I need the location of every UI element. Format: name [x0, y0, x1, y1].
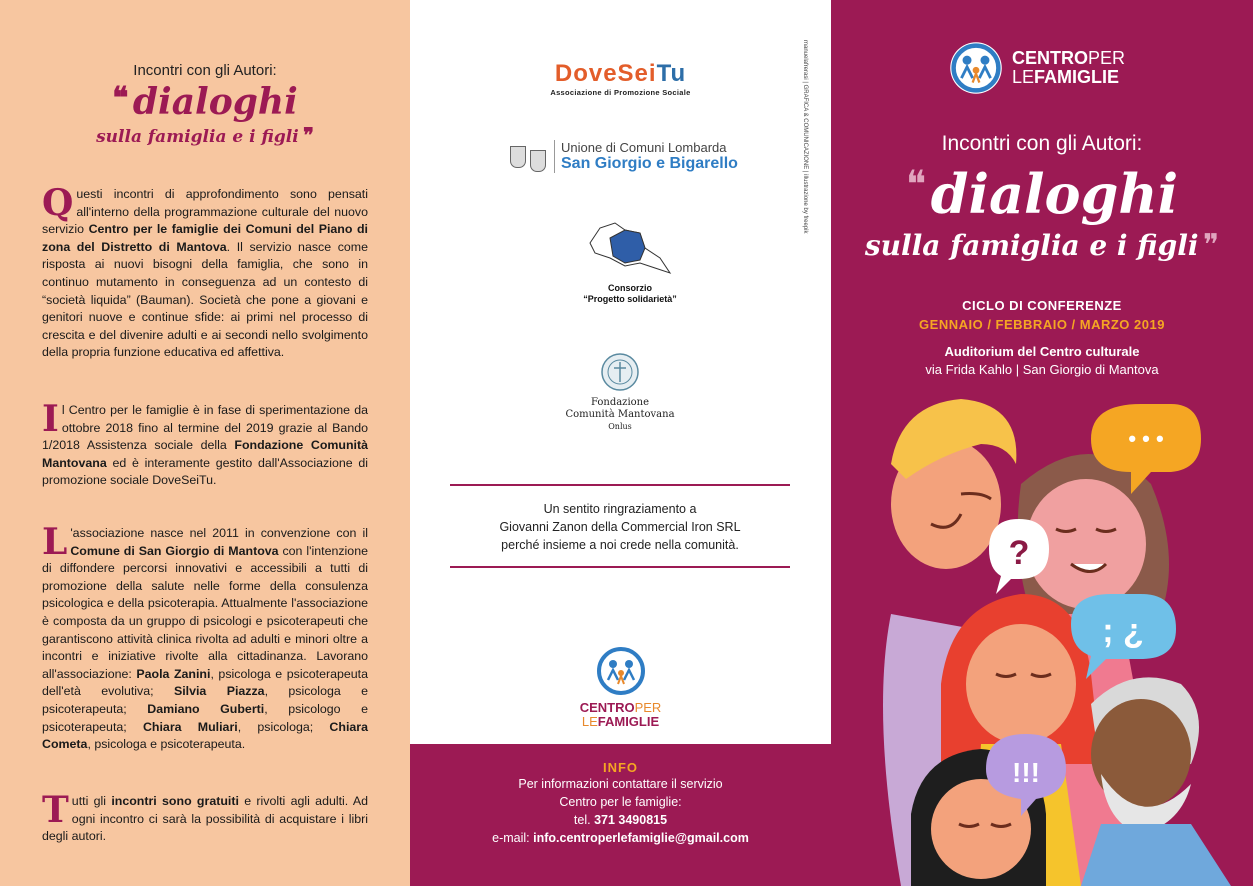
text: l Centro per le famiglie è in fase di sperimentazione da ottobre 2018 fino al termine del 2019 grazie al Bando 1/2018 Assistenza sociale della	[42, 403, 368, 453]
svg-text:; ¿: ; ¿	[1102, 612, 1144, 650]
left-subtitle: Incontri con gli Autori:	[133, 62, 277, 79]
info-line-1: Per informazioni contattare il servizio	[518, 777, 723, 791]
left-title-big: dialoghi	[132, 81, 298, 123]
family-icon	[948, 40, 1004, 96]
unione-line-1: Unione di Comuni Lombarda	[561, 140, 727, 155]
text: , psicologa e psicoterapeuta;	[42, 684, 368, 716]
left-title-small: sulla famiglia e i figli	[96, 127, 299, 147]
text: uesti incontri di approfondimento sono pensati all'interno della programmazione culturale del nuovo servizio	[42, 187, 368, 237]
logo-word-c: LE	[581, 714, 598, 729]
logo-word-a: CENTRO	[1012, 48, 1088, 68]
bold-text: Paola Zanini	[136, 666, 211, 681]
bold-text: Chiara Cometa	[42, 719, 368, 752]
fondazione-logo	[540, 352, 700, 433]
thanks-line-3: perché insieme a noi crede nella comunità.	[501, 538, 739, 552]
thanks-box	[450, 484, 790, 568]
fondazione-line-1: Fondazione	[590, 397, 650, 408]
svg-text:?: ?	[1008, 534, 1030, 572]
text: 'associazione nasce nel 2011 in convenzione con il	[70, 526, 368, 540]
email-link[interactable]: info.centroperlefamiglie@gmail.com	[533, 831, 749, 845]
close-quote-icon: ❞	[303, 123, 314, 147]
text: con l'intenzione di diffondere percorsi innovativi e accessibili a tutti di promozione della salute nelle forme della consulenza psicologica e della psicoterapia. Attualmente l'associazione è composta da un gruppo di psicologi e psicoterapeuti che garantiscono attività clinica rivolta ad adulti e minori oltre a incontri e iniziative rivolte alla cittadinanza. Lavorano all'associazione:	[42, 543, 368, 681]
bold-text: Damiano Guberti	[147, 701, 265, 716]
bold-text: incontri sono gratuiti	[111, 794, 239, 808]
venue-address: via Frida Kahlo | San Giorgio di Mantova	[925, 362, 1159, 377]
fondazione-line-2: Comunità Mantovana	[565, 409, 675, 420]
fondazione-line-3: Onlus	[608, 422, 632, 431]
logo-word-c: LE	[1012, 67, 1035, 87]
text: e rivolti agli adulti. Ad ogni incontro ci sarà la possibilità di acquistare i libri degli autori.	[42, 794, 369, 844]
right-title-big: dialoghi	[930, 162, 1179, 226]
bold-text: Comune di San Giorgio di Mantova	[70, 543, 279, 558]
family-icon	[596, 646, 646, 696]
unione-line-2: San Giorgio e Bigarello	[561, 155, 738, 172]
text: , psicologa e psicoterapeuta dell'età evolutiva;	[42, 666, 369, 699]
logo-word-b: PER	[1088, 48, 1126, 68]
bold-text: Fondazione Comunità Mantovana	[42, 438, 368, 470]
thanks-line-1: Un sentito ringraziamento a	[543, 502, 697, 516]
left-panel	[0, 0, 410, 886]
centro-famiglie-logo	[410, 646, 831, 729]
doveseitu-logo	[410, 60, 831, 97]
drop-cap: I	[42, 398, 59, 440]
drop-cap: T	[42, 789, 69, 831]
logo-text-a: DoveSei	[554, 60, 657, 87]
credits-text: manuelafrerasi | GRAFICA & COMUNICAZIONE | illustrazione by freepik	[802, 40, 808, 234]
phone-label: tel.	[573, 813, 595, 827]
right-title-small: sulla famiglia e i figli	[864, 229, 1199, 262]
info-line-2: Centro per le famiglie:	[559, 795, 682, 809]
svg-text:• • •: • • •	[1128, 426, 1164, 451]
map-icon	[585, 218, 675, 278]
text: . Il servizio nasce come risposta ai nuovi bisogni della famiglia, che sono in continuo mutamento in conseguenza ad un contesto di “società liquida” (Bauman). Società che pone a giovani e genitori nuove e continue sfide: ai primi nel processo di crescita e del divenire adulti e ai secondi nello svolgimento della propria funzione educativa ed affettiva.	[42, 239, 368, 360]
bold-text: Silvia Piazza	[173, 684, 265, 699]
consorzio-line-1: Consorzio	[608, 283, 652, 293]
logo-word-b: PER	[634, 700, 662, 715]
info-email	[410, 829, 831, 847]
ciclo-label: CICLO DI CONFERENZE	[962, 298, 1122, 313]
people-illustration	[831, 384, 1253, 886]
logo-text-b: Tu	[656, 60, 687, 87]
dates-label: GENNAIO / FEBBRAIO / MARZO 2019	[919, 317, 1165, 332]
info-box	[410, 744, 831, 886]
crest-icon	[510, 146, 526, 168]
paragraph-1	[42, 182, 368, 362]
open-quote-icon: ❝	[905, 162, 927, 206]
venue-name: Auditorium del Centro culturale	[944, 344, 1140, 359]
logo-word-a: CENTRO	[579, 700, 635, 715]
info-phone	[410, 811, 831, 829]
paragraph-2	[42, 398, 368, 490]
text: ed è interamente gestito dall'Associazione di promozione sociale DoveSeiTu.	[42, 455, 368, 488]
text: utti gli	[71, 794, 112, 808]
crest-icon	[530, 150, 546, 172]
logo-word-d: FAMIGLIE	[597, 714, 660, 729]
unione-logo	[510, 140, 738, 173]
paragraph-4	[42, 789, 369, 846]
text: , psicologa e psicoterapeuta.	[87, 737, 246, 752]
bold-text: Chiara Muliari	[142, 719, 238, 734]
drop-cap: L	[42, 521, 68, 563]
consorzio-logo	[570, 218, 690, 305]
logo-word-d: FAMIGLIE	[1034, 67, 1120, 87]
centro-famiglie-logo	[948, 40, 1125, 96]
person-old-man-icon	[1081, 677, 1231, 886]
fondazione-emblem-icon	[600, 352, 640, 392]
right-subtitle: Incontri con gli Autori:	[941, 132, 1143, 155]
consorzio-line-2: “Progetto solidarietà”	[583, 294, 677, 304]
logo-subtitle: Associazione di Promozione Sociale	[550, 88, 691, 97]
bold-text: Centro per le famiglie dei Comuni del Piano di zona del Distretto di Mantova	[42, 222, 368, 254]
info-heading: INFO	[602, 760, 639, 775]
svg-text:!!!: !!!	[1012, 757, 1040, 788]
right-title-small-row	[831, 228, 1253, 263]
paragraph-3	[42, 521, 369, 754]
text: , psicologa;	[237, 719, 330, 734]
drop-cap: Q	[42, 182, 74, 224]
thanks-line-2: Giovanni Zanon della Commercial Iron SRL	[499, 520, 741, 534]
close-quote-icon: ❞	[1202, 228, 1220, 263]
left-heading	[0, 62, 410, 147]
phone-number[interactable]: 371 3490815	[594, 813, 668, 827]
email-label: e-mail:	[492, 831, 534, 845]
text: , psicologo e psicoterapeuta;	[42, 701, 368, 734]
open-quote-icon: ❝	[112, 81, 129, 116]
right-title-big-row	[831, 162, 1253, 226]
